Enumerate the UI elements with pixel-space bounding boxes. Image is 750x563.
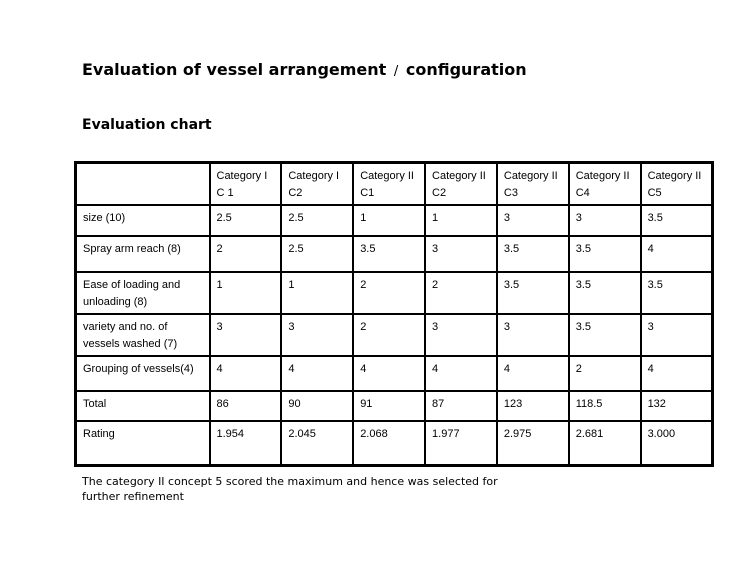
table-cell: 2 [210,236,282,272]
table-cell: 3.5 [353,236,425,272]
table-cell: 3 [497,314,569,356]
table-cell: 2.5 [281,205,353,236]
table-cell: 2.045 [281,421,353,466]
table-cell: 1.977 [425,421,497,466]
table-cell: 90 [281,391,353,421]
table-cell: 3.5 [497,272,569,314]
page-title [82,60,527,79]
header-cat2-c1: Category II C1 [353,163,425,206]
table-cell: 91 [353,391,425,421]
row-label: Spray arm reach (8) [76,236,210,272]
table-row-variety [76,314,713,356]
table-cell: 4 [353,356,425,391]
table-cell: 3 [425,314,497,356]
table-cell: 2.5 [210,205,282,236]
evaluation-chart-heading: Evaluation chart [82,117,212,133]
title-part1: Evaluation of vessel arrangement [82,60,387,79]
table-cell: 3 [281,314,353,356]
table-cell: 3 [497,205,569,236]
table-cell: 3.5 [569,236,641,272]
header-cat2-c3: Category II C3 [497,163,569,206]
table-cell: 3.5 [497,236,569,272]
table-cell: 3.5 [569,272,641,314]
table-cell: 2 [353,272,425,314]
table-row-rating [76,421,713,466]
table-cell: 4 [641,236,713,272]
table-cell: 4 [641,356,713,391]
table-cell: 3 [425,236,497,272]
header-cat1-c1: Category I C 1 [210,163,282,206]
table-cell: 2 [353,314,425,356]
table-row-spray-arm-reach [76,236,713,272]
table-cell: 3 [210,314,282,356]
row-label: Grouping of vessels(4) [76,356,210,391]
table-cell: 3.5 [641,205,713,236]
table-cell: 1 [425,205,497,236]
title-slash: / [393,64,399,79]
table-row-grouping [76,356,713,391]
table-cell: 4 [497,356,569,391]
table-cell: 2 [425,272,497,314]
title-part2: configuration [405,60,527,79]
table-cell: 86 [210,391,282,421]
header-cat1-c2: Category I C2 [281,163,353,206]
evaluation-table [74,161,714,467]
row-label: Total [76,391,210,421]
table-cell: 1 [281,272,353,314]
table-row-ease-of-loading [76,272,713,314]
table-cell: 2 [569,356,641,391]
table-cell: 1 [353,205,425,236]
row-label: variety and no. of vessels washed (7) [76,314,210,356]
row-label: Ease of loading and unloading (8) [76,272,210,314]
table-cell: 2.975 [497,421,569,466]
table-cell: 2.5 [281,236,353,272]
table-row-size [76,205,713,236]
header-corner-cell [76,163,210,206]
header-cat2-c5: Category II C5 [641,163,713,206]
table-cell: 2.681 [569,421,641,466]
table-cell: 4 [210,356,282,391]
table-cell: 132 [641,391,713,421]
row-label: size (10) [76,205,210,236]
table-cell: 1.954 [210,421,282,466]
table-cell: 2.068 [353,421,425,466]
table-cell: 3 [569,205,641,236]
table-cell: 87 [425,391,497,421]
header-row [76,163,713,206]
table-cell: 3.5 [569,314,641,356]
table-cell: 1 [210,272,282,314]
row-label: Rating [76,421,210,466]
table-cell: 3.5 [641,272,713,314]
table-cell: 118.5 [569,391,641,421]
table-cell: 123 [497,391,569,421]
table-row-total [76,391,713,421]
header-cat2-c4: Category II C4 [569,163,641,206]
header-cat2-c2: Category II C2 [425,163,497,206]
table-cell: 4 [425,356,497,391]
table-cell: 3.000 [641,421,713,466]
table-cell: 4 [281,356,353,391]
table-cell: 3 [641,314,713,356]
conclusion-note: The category II concept 5 scored the maximum and hence was selected for further refinement [82,475,498,503]
